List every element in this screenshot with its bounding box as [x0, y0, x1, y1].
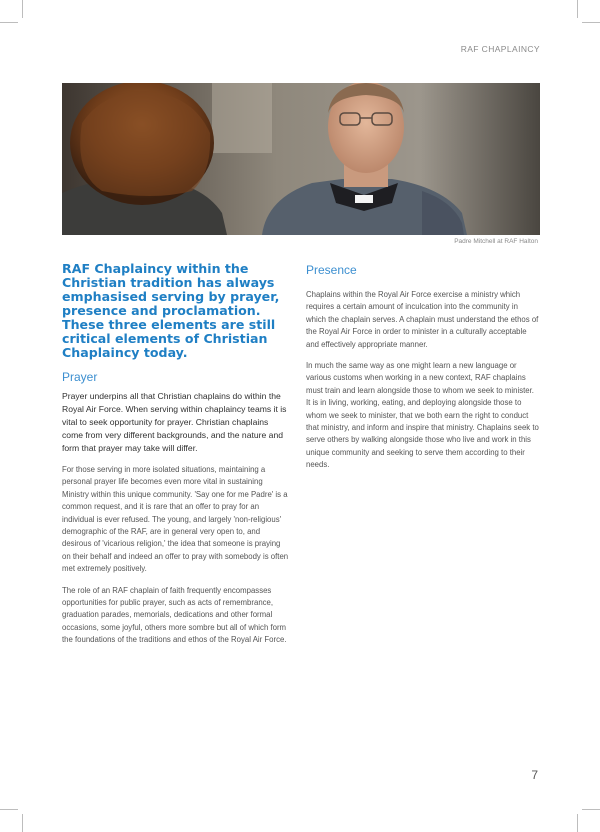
- prayer-paragraph: The role of an RAF chaplain of faith frequently encompasses opportunities for public prayer, such as acts of remembrance, graduation parades, memorials, dedications and other formal occasions, some joyful, others more sombre but all of which form the foundations of the traditions and ethos of the Royal Air Force.: [62, 585, 287, 645]
- crop-mark: [582, 22, 600, 23]
- crop-mark: [0, 809, 18, 810]
- prayer-heading: Prayer: [62, 370, 98, 384]
- crop-mark: [0, 22, 18, 23]
- right-column: [306, 262, 540, 481]
- crop-mark: [577, 814, 578, 832]
- prayer-paragraph: For those serving in more isolated situations, maintaining a personal prayer life becomes even more vital in sustaining Ministry within this unique community. 'Say one for me Padre' is a common request, and it is rare that an offer to pray for an individual is ever refused. The young, and largely 'non-religious' demographic of the RAF, are in general very open to, and desirous of 'vicarious religion,' the idea that someone is praying on their behalf and indeed an offer to pray with somebody is often met extremely positively.: [62, 465, 289, 574]
- prayer-intro: Prayer underpins all that Christian chaplains do within the Royal Air Force. When serving within chaplaincy teams it is vital to seek opportunity for prayer. Christian chaplains come from very different backgrounds, and the nature and form that prayer may take will differ.: [62, 391, 287, 453]
- presence-heading: Presence: [306, 263, 357, 277]
- page-number: 7: [531, 768, 538, 782]
- lead-paragraph: RAF Chaplaincy within the Christian tradition has always emphasised serving by prayer, presence and proclamation. These three elements are still critical elements of Christian Chaplaincy today.: [62, 261, 280, 360]
- presence-paragraph: Chaplains within the Royal Air Force exercise a ministry which requires a certain amount of inculcation into the community in which the chaplain serves. A chaplain must understand the ethos of the Royal Air Force in order to minister in a culturally acceptable and effectively appropriate manner.: [306, 290, 539, 349]
- photo-caption: Padre Mitchell at RAF Halton: [454, 238, 538, 245]
- crop-mark: [22, 0, 23, 18]
- running-header: RAF CHAPLAINCY: [460, 44, 540, 54]
- crop-mark: [577, 0, 578, 18]
- crop-mark: [582, 809, 600, 810]
- crop-mark: [22, 814, 23, 832]
- left-column: [62, 262, 290, 656]
- presence-paragraph: In much the same way as one might learn a new language or various customs when working in a new context, RAF chaplains must train and learn alongside those to whom we seek to minister. It is in living, working, eating, and deploying alongside those to whom we seek to minister, that we both earn the right to conduct that ministry, and inform and inspire that ministry. Chaplains seek to serve others by walking alongside those who live and work in this unique community and seeking to serve them according to their needs.: [306, 361, 539, 470]
- chaplain-photo: [62, 83, 540, 235]
